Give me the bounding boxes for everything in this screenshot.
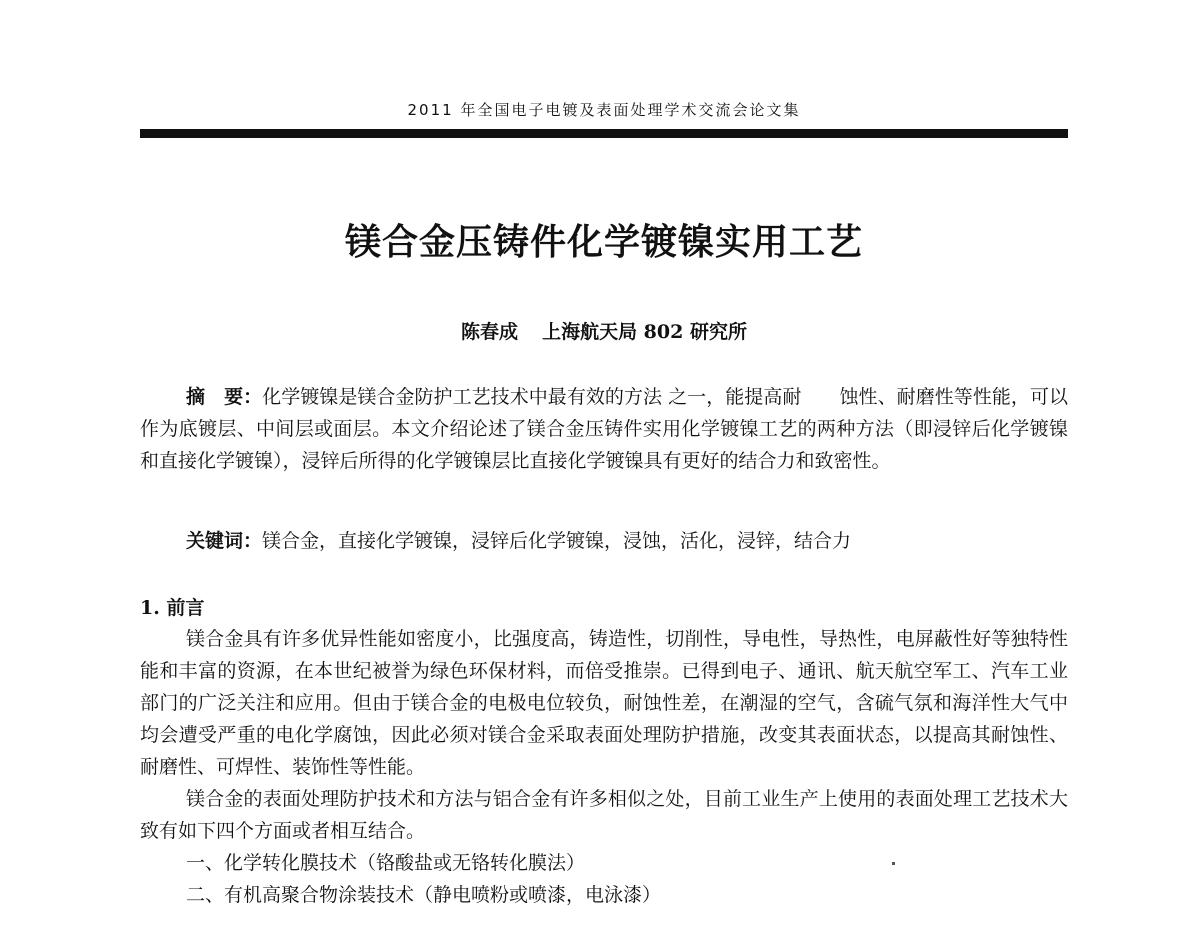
scan-speck (892, 862, 895, 865)
list-item: 一、化学转化膜技术（铬酸盐或无铬转化膜法） (186, 852, 586, 874)
author-line (140, 318, 1068, 346)
section-heading: 1. 前言 (140, 597, 205, 619)
abstract-text: 化学镀镍是镁合金防护工艺技术中最有效的方法 之一，能提高耐 蚀性、耐磨性等性能，可以作为底镀层、中间层或面层。本文介绍论述了镁合金压铸件实用化学镀镍工艺的两种方法（即浸锌后化学镀镍和直接化学镀镍），浸锌后所得的化学镀镍层比直接化学镀镍具有更好的结合力和致密性。 (140, 386, 1068, 472)
author-affiliation: 上海航天局 802 研究所 (542, 321, 747, 343)
running-header: 2011 年全国电子电镀及表面处理学术交流会论文集 (407, 101, 801, 119)
paragraph: 镁合金的表面处理防护技术和方法与铝合金有许多相似之处，目前工业生产上使用的表面处理工艺技术大致有如下四个方面或者相互结合。 (140, 788, 1068, 842)
section-body (140, 623, 1068, 911)
keywords (140, 525, 1068, 557)
list-item: 二、有机高聚合物涂装技术（静电喷粉或喷漆，电泳漆） (186, 884, 662, 906)
abstract-label: 摘 要： (186, 386, 263, 408)
paper-title: 镁合金压铸件化学镀镍实用工艺 (344, 221, 863, 263)
author-name: 陈春成 (461, 321, 519, 343)
header-rule (140, 129, 1068, 138)
abstract (140, 381, 1068, 477)
keywords-text: 镁合金，直接化学镀镍，浸锌后化学镀镍，浸蚀，活化，浸锌，结合力 (262, 530, 852, 552)
keywords-label: 关键词： (186, 530, 263, 552)
paragraph: 镁合金具有许多优异性能如密度小，比强度高，铸造性，切削性，导电性，导热性，电屏蔽性好等独特性能和丰富的资源，在本世纪被誉为绿色环保材料，而倍受推崇。已得到电子、通讯、航天航空军工、汽车工业部门的广泛关注和应用。但由于镁合金的电极电位较负，耐蚀性差，在潮湿的空气，含硫气氛和海洋性大气中均会遭受严重的电化学腐蚀，因此必须对镁合金采取表面处理防护措施，改变其表面状态，以提高其耐蚀性、耐磨性、可焊性、装饰性等性能。 (140, 628, 1068, 778)
